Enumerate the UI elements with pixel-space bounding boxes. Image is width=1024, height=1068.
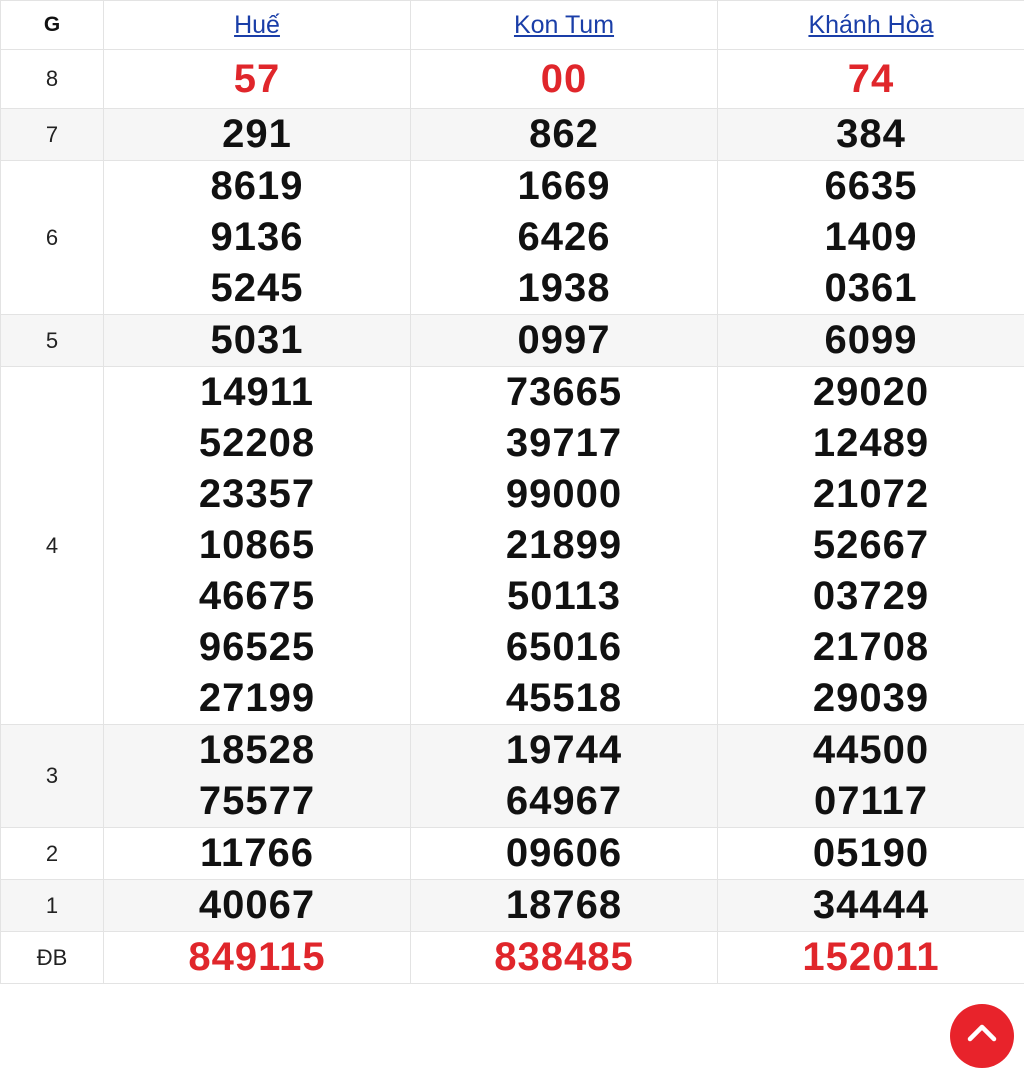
winning-number: 12489 <box>718 418 1024 469</box>
winning-number: 07117 <box>718 776 1024 827</box>
result-cell-khanh-hoa <box>718 50 1024 109</box>
prize-label: 7 <box>1 109 104 161</box>
winning-number: 384 <box>718 109 1024 160</box>
header-row <box>1 1 1024 50</box>
result-cell-khanh-hoa <box>718 109 1024 161</box>
result-cell-khanh-hoa <box>718 880 1024 932</box>
result-cell-khanh-hoa <box>718 315 1024 367</box>
winning-number: 50113 <box>411 571 717 622</box>
result-cell-kon-tum <box>411 109 718 161</box>
winning-number: 27199 <box>104 673 410 724</box>
winning-number: 03729 <box>718 571 1024 622</box>
prize-row <box>1 828 1024 880</box>
winning-number: 21899 <box>411 520 717 571</box>
result-cell-khanh-hoa <box>718 725 1024 828</box>
winning-number: 46675 <box>104 571 410 622</box>
prize-row <box>1 367 1024 725</box>
winning-number: 9136 <box>104 212 410 263</box>
winning-number: 152011 <box>718 932 1024 983</box>
result-cell-hue <box>104 161 411 315</box>
result-cell-hue <box>104 828 411 880</box>
result-cell-hue <box>104 367 411 725</box>
result-cell-hue <box>104 50 411 109</box>
winning-number: 5031 <box>104 315 410 366</box>
winning-number: 18528 <box>104 725 410 776</box>
winning-number: 0997 <box>411 315 717 366</box>
winning-number: 29020 <box>718 367 1024 418</box>
result-cell-hue <box>104 315 411 367</box>
winning-number: 11766 <box>104 828 410 879</box>
prize-row <box>1 315 1024 367</box>
winning-number: 1938 <box>411 263 717 314</box>
winning-number: 6099 <box>718 315 1024 366</box>
winning-number: 862 <box>411 109 717 160</box>
winning-number: 10865 <box>104 520 410 571</box>
winning-number: 05190 <box>718 828 1024 879</box>
prize-label: 8 <box>1 50 104 109</box>
winning-number: 64967 <box>411 776 717 827</box>
winning-number: 1669 <box>411 161 717 212</box>
prize-label: 2 <box>1 828 104 880</box>
results-body <box>1 50 1024 984</box>
winning-number: 57 <box>104 54 410 105</box>
result-cell-khanh-hoa <box>718 367 1024 725</box>
winning-number: 99000 <box>411 469 717 520</box>
prize-label: 3 <box>1 725 104 828</box>
chevron-up-icon <box>967 1022 997 1042</box>
winning-number: 0361 <box>718 263 1024 314</box>
winning-number: 19744 <box>411 725 717 776</box>
prize-row <box>1 50 1024 109</box>
result-cell-kon-tum <box>411 725 718 828</box>
prize-label: 5 <box>1 315 104 367</box>
winning-number: 23357 <box>104 469 410 520</box>
prize-label: 1 <box>1 880 104 932</box>
province-header-kon-tum <box>411 1 718 50</box>
result-cell-kon-tum <box>411 367 718 725</box>
winning-number: 849115 <box>104 932 410 983</box>
winning-number: 75577 <box>104 776 410 827</box>
giai-column-header: G <box>1 1 104 50</box>
winning-number: 34444 <box>718 880 1024 931</box>
result-cell-kon-tum <box>411 50 718 109</box>
winning-number: 6635 <box>718 161 1024 212</box>
province-header-hue <box>104 1 411 50</box>
winning-number: 74 <box>718 54 1024 105</box>
winning-number: 6426 <box>411 212 717 263</box>
result-cell-hue <box>104 880 411 932</box>
winning-number: 838485 <box>411 932 717 983</box>
province-link-kon-tum[interactable]: Kon Tum <box>514 11 614 39</box>
result-cell-khanh-hoa <box>718 932 1024 984</box>
winning-number: 21072 <box>718 469 1024 520</box>
result-cell-kon-tum <box>411 315 718 367</box>
result-cell-khanh-hoa <box>718 828 1024 880</box>
winning-number: 21708 <box>718 622 1024 673</box>
winning-number: 96525 <box>104 622 410 673</box>
result-cell-khanh-hoa <box>718 161 1024 315</box>
winning-number: 00 <box>411 54 717 105</box>
winning-number: 45518 <box>411 673 717 724</box>
winning-number: 52667 <box>718 520 1024 571</box>
result-cell-kon-tum <box>411 932 718 984</box>
winning-number: 39717 <box>411 418 717 469</box>
province-link-hue[interactable]: Huế <box>234 11 280 39</box>
prize-row <box>1 932 1024 984</box>
winning-number: 73665 <box>411 367 717 418</box>
scroll-to-top-button[interactable] <box>950 1004 1014 1068</box>
winning-number: 29039 <box>718 673 1024 724</box>
prize-label: ĐB <box>1 932 104 984</box>
result-cell-kon-tum <box>411 828 718 880</box>
prize-row <box>1 161 1024 315</box>
winning-number: 18768 <box>411 880 717 931</box>
winning-number: 1409 <box>718 212 1024 263</box>
winning-number: 5245 <box>104 263 410 314</box>
province-link-khanh-hoa[interactable]: Khánh Hòa <box>808 11 933 39</box>
prize-row <box>1 725 1024 828</box>
prize-row <box>1 880 1024 932</box>
prize-row <box>1 109 1024 161</box>
result-cell-hue <box>104 932 411 984</box>
winning-number: 291 <box>104 109 410 160</box>
result-cell-kon-tum <box>411 880 718 932</box>
prize-label: 4 <box>1 367 104 725</box>
winning-number: 40067 <box>104 880 410 931</box>
winning-number: 65016 <box>411 622 717 673</box>
winning-number: 52208 <box>104 418 410 469</box>
winning-number: 8619 <box>104 161 410 212</box>
result-cell-hue <box>104 725 411 828</box>
result-cell-kon-tum <box>411 161 718 315</box>
winning-number: 14911 <box>104 367 410 418</box>
winning-number: 09606 <box>411 828 717 879</box>
province-header-khanh-hoa <box>718 1 1024 50</box>
prize-label: 6 <box>1 161 104 315</box>
winning-number: 44500 <box>718 725 1024 776</box>
result-cell-hue <box>104 109 411 161</box>
